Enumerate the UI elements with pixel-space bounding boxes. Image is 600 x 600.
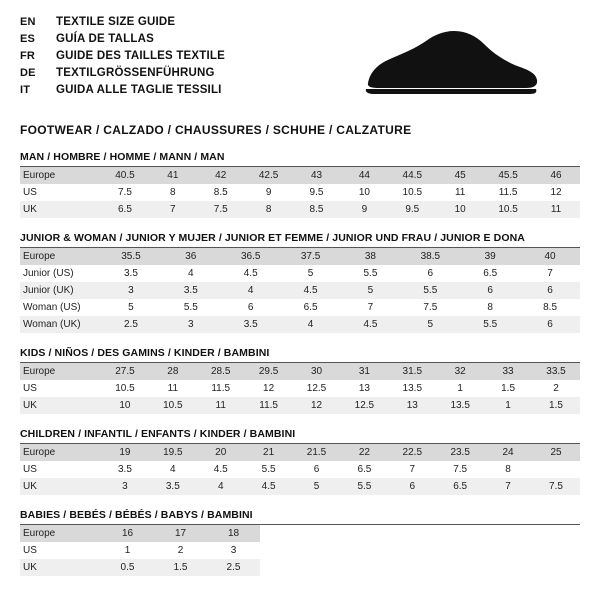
row-label: Europe (20, 248, 101, 265)
cell: 3.5 (101, 461, 149, 478)
cell: 30 (293, 363, 341, 380)
cell: 36 (161, 248, 221, 265)
cell: 10.5 (388, 184, 436, 201)
size-block-kids (20, 347, 580, 414)
cell: 3 (207, 542, 260, 559)
cell: 19 (101, 444, 149, 461)
table-row (20, 525, 260, 542)
page-header (20, 16, 580, 111)
cell: 1.5 (484, 380, 532, 397)
table-row (20, 282, 580, 299)
cell: 12 (532, 184, 580, 201)
cell: 2 (532, 380, 580, 397)
cell: 1 (484, 397, 532, 414)
cell: 7 (341, 299, 401, 316)
cell: 27.5 (101, 363, 149, 380)
cell: 5 (400, 316, 460, 333)
table-row (20, 444, 580, 461)
cell: 6.5 (340, 461, 388, 478)
row-label: US (20, 461, 101, 478)
cell: 7.5 (400, 299, 460, 316)
cell: 41 (149, 167, 197, 184)
cell: 22 (340, 444, 388, 461)
table-row (20, 542, 260, 559)
cell: 1.5 (532, 397, 580, 414)
cell: 7.5 (197, 201, 245, 218)
cell: 46 (532, 167, 580, 184)
cell: 11 (197, 397, 245, 414)
cell: 5.5 (245, 461, 293, 478)
cell: 4.5 (281, 282, 341, 299)
language-title: GUIDE DES TAILLES TEXTILE (56, 50, 225, 62)
cell: 2.5 (101, 316, 161, 333)
cell: 3.5 (221, 316, 281, 333)
size-block-babies (20, 509, 580, 576)
row-label: UK (20, 397, 101, 414)
cell: 7.5 (532, 478, 580, 495)
cell: 6.5 (436, 478, 484, 495)
cell: 4.5 (341, 316, 401, 333)
cell: 24 (484, 444, 532, 461)
cell: 9 (340, 201, 388, 218)
table-row (20, 559, 260, 576)
cell: 6.5 (281, 299, 341, 316)
cell: 23.5 (436, 444, 484, 461)
table-row (20, 397, 580, 414)
cell: 10.5 (101, 380, 149, 397)
cell: 37.5 (281, 248, 341, 265)
table-row (20, 184, 580, 201)
language-code: ES (20, 33, 36, 45)
cell: 38.5 (400, 248, 460, 265)
row-label: Junior (UK) (20, 282, 101, 299)
cell: 6 (388, 478, 436, 495)
size-block-children (20, 428, 580, 495)
cell: 4.5 (197, 461, 245, 478)
size-block-junior-woman (20, 232, 580, 333)
block-title: JUNIOR & WOMAN / JUNIOR Y MUJER / JUNIOR ET FEMME / JUNIOR UND FRAU / JUNIOR E DONA (20, 232, 580, 248)
row-label: Europe (20, 444, 101, 461)
language-code: FR (20, 50, 36, 62)
size-table (20, 525, 260, 576)
table-row (20, 380, 580, 397)
cell: 40.5 (101, 167, 149, 184)
cell: 7 (149, 201, 197, 218)
cell: 9.5 (293, 184, 341, 201)
cell: 11 (149, 380, 197, 397)
cell: 10 (340, 184, 388, 201)
cell: 8.5 (197, 184, 245, 201)
cell: 5.5 (340, 478, 388, 495)
cell: 31 (340, 363, 388, 380)
language-title: GUIDA ALLE TAGLIE TESSILI (56, 84, 222, 96)
page-title: FOOTWEAR / CALZADO / CHAUSSURES / SCHUHE / CALZATURE (20, 123, 412, 137)
cell: 4 (197, 478, 245, 495)
cell: 6.5 (101, 201, 149, 218)
row-label: Europe (20, 363, 101, 380)
cell: 5.5 (341, 265, 401, 282)
cell: 2.5 (207, 559, 260, 576)
cell: 16 (101, 525, 154, 542)
cell: 44 (340, 167, 388, 184)
cell: 42.5 (245, 167, 293, 184)
cell: 5 (101, 299, 161, 316)
cell: 31.5 (388, 363, 436, 380)
row-label: Europe (20, 525, 101, 542)
table-row (20, 461, 580, 478)
cell: 10.5 (149, 397, 197, 414)
cell: 3.5 (101, 265, 161, 282)
cell: 19.5 (149, 444, 197, 461)
language-code: DE (20, 67, 36, 79)
cell: 6 (460, 282, 520, 299)
cell: 5 (341, 282, 401, 299)
cell: 33 (484, 363, 532, 380)
cell: 8 (149, 184, 197, 201)
cell: 4.5 (245, 478, 293, 495)
cell: 3.5 (149, 478, 197, 495)
cell: 7 (520, 265, 580, 282)
row-label: Woman (US) (20, 299, 101, 316)
cell: 11.5 (484, 184, 532, 201)
block-title: BABIES / BEBÉS / BÉBÉS / BABYS / BAMBINI (20, 509, 580, 525)
cell: 7 (388, 461, 436, 478)
cell: 6.5 (460, 265, 520, 282)
cell: 7.5 (436, 461, 484, 478)
table-row (20, 363, 580, 380)
cell: 3.5 (161, 282, 221, 299)
row-label: US (20, 184, 101, 201)
cell: 43 (293, 167, 341, 184)
cell: 4 (221, 282, 281, 299)
cell: 28 (149, 363, 197, 380)
cell: 4 (161, 265, 221, 282)
cell: 45 (436, 167, 484, 184)
cell: 35.5 (101, 248, 161, 265)
block-title: MAN / HOMBRE / HOMME / MANN / MAN (20, 151, 580, 167)
cell: 40 (520, 248, 580, 265)
cell: 11.5 (245, 397, 293, 414)
cell: 18 (207, 525, 260, 542)
cell: 6 (520, 282, 580, 299)
row-label: Junior (US) (20, 265, 101, 282)
dress-shoe-icon (360, 28, 540, 103)
cell: 8 (484, 461, 532, 478)
cell: 9 (245, 184, 293, 201)
cell: 1.5 (154, 559, 207, 576)
cell: 28.5 (197, 363, 245, 380)
cell: 7.5 (101, 184, 149, 201)
cell: 11 (532, 201, 580, 218)
cell: 7 (484, 478, 532, 495)
cell: 12.5 (293, 380, 341, 397)
cell: 10 (436, 201, 484, 218)
cell: 8.5 (293, 201, 341, 218)
cell: 1 (101, 542, 154, 559)
cell: 38 (341, 248, 401, 265)
cell: 12 (293, 397, 341, 414)
cell: 25 (532, 444, 580, 461)
block-title: KIDS / NIÑOS / DES GAMINS / KINDER / BAMBINI (20, 347, 580, 363)
cell: 42 (197, 167, 245, 184)
cell (532, 461, 580, 478)
cell: 3 (101, 282, 161, 299)
cell: 13.5 (388, 380, 436, 397)
table-row (20, 316, 580, 333)
cell: 4.5 (221, 265, 281, 282)
cell: 17 (154, 525, 207, 542)
cell: 3 (161, 316, 221, 333)
size-table (20, 248, 580, 333)
cell: 0.5 (101, 559, 154, 576)
block-title: CHILDREN / INFANTIL / ENFANTS / KINDER / BAMBINI (20, 428, 580, 444)
size-table (20, 444, 580, 495)
row-label: US (20, 380, 101, 397)
cell: 3 (101, 478, 149, 495)
cell: 39 (460, 248, 520, 265)
cell: 10.5 (484, 201, 532, 218)
row-label: UK (20, 559, 101, 576)
language-title: TEXTILE SIZE GUIDE (56, 16, 176, 28)
cell: 5.5 (400, 282, 460, 299)
cell: 44.5 (388, 167, 436, 184)
table-row (20, 478, 580, 495)
row-label: Woman (UK) (20, 316, 101, 333)
cell: 6 (221, 299, 281, 316)
cell: 13.5 (436, 397, 484, 414)
row-label: Europe (20, 167, 101, 184)
cell: 10 (101, 397, 149, 414)
cell: 6 (520, 316, 580, 333)
cell: 1 (436, 380, 484, 397)
cell: 29.5 (245, 363, 293, 380)
cell: 6 (293, 461, 341, 478)
table-row (20, 265, 580, 282)
cell: 6 (400, 265, 460, 282)
cell: 13 (340, 380, 388, 397)
cell: 4 (281, 316, 341, 333)
language-code: EN (20, 16, 36, 28)
size-block-man (20, 151, 580, 218)
cell: 13 (388, 397, 436, 414)
cell: 11 (436, 184, 484, 201)
cell: 12.5 (340, 397, 388, 414)
cell: 12 (245, 380, 293, 397)
cell: 5 (293, 478, 341, 495)
table-row (20, 248, 580, 265)
row-label: UK (20, 201, 101, 218)
cell: 32 (436, 363, 484, 380)
table-row (20, 201, 580, 218)
cell: 4 (149, 461, 197, 478)
cell: 8.5 (520, 299, 580, 316)
language-title: TEXTILGRÖSSENFÜHRUNG (56, 67, 215, 79)
size-table (20, 167, 580, 218)
size-table (20, 363, 580, 414)
language-code: IT (20, 84, 31, 96)
cell: 2 (154, 542, 207, 559)
cell: 8 (245, 201, 293, 218)
table-row (20, 299, 580, 316)
cell: 45.5 (484, 167, 532, 184)
cell: 22.5 (388, 444, 436, 461)
language-title: GUÍA DE TALLAS (56, 33, 154, 45)
cell: 33.5 (532, 363, 580, 380)
cell: 11.5 (197, 380, 245, 397)
cell: 20 (197, 444, 245, 461)
cell: 5.5 (161, 299, 221, 316)
cell: 5.5 (460, 316, 520, 333)
row-label: US (20, 542, 101, 559)
cell: 36.5 (221, 248, 281, 265)
cell: 5 (281, 265, 341, 282)
cell: 8 (460, 299, 520, 316)
cell: 21.5 (293, 444, 341, 461)
cell: 21 (245, 444, 293, 461)
row-label: UK (20, 478, 101, 495)
cell: 9.5 (388, 201, 436, 218)
table-row (20, 167, 580, 184)
